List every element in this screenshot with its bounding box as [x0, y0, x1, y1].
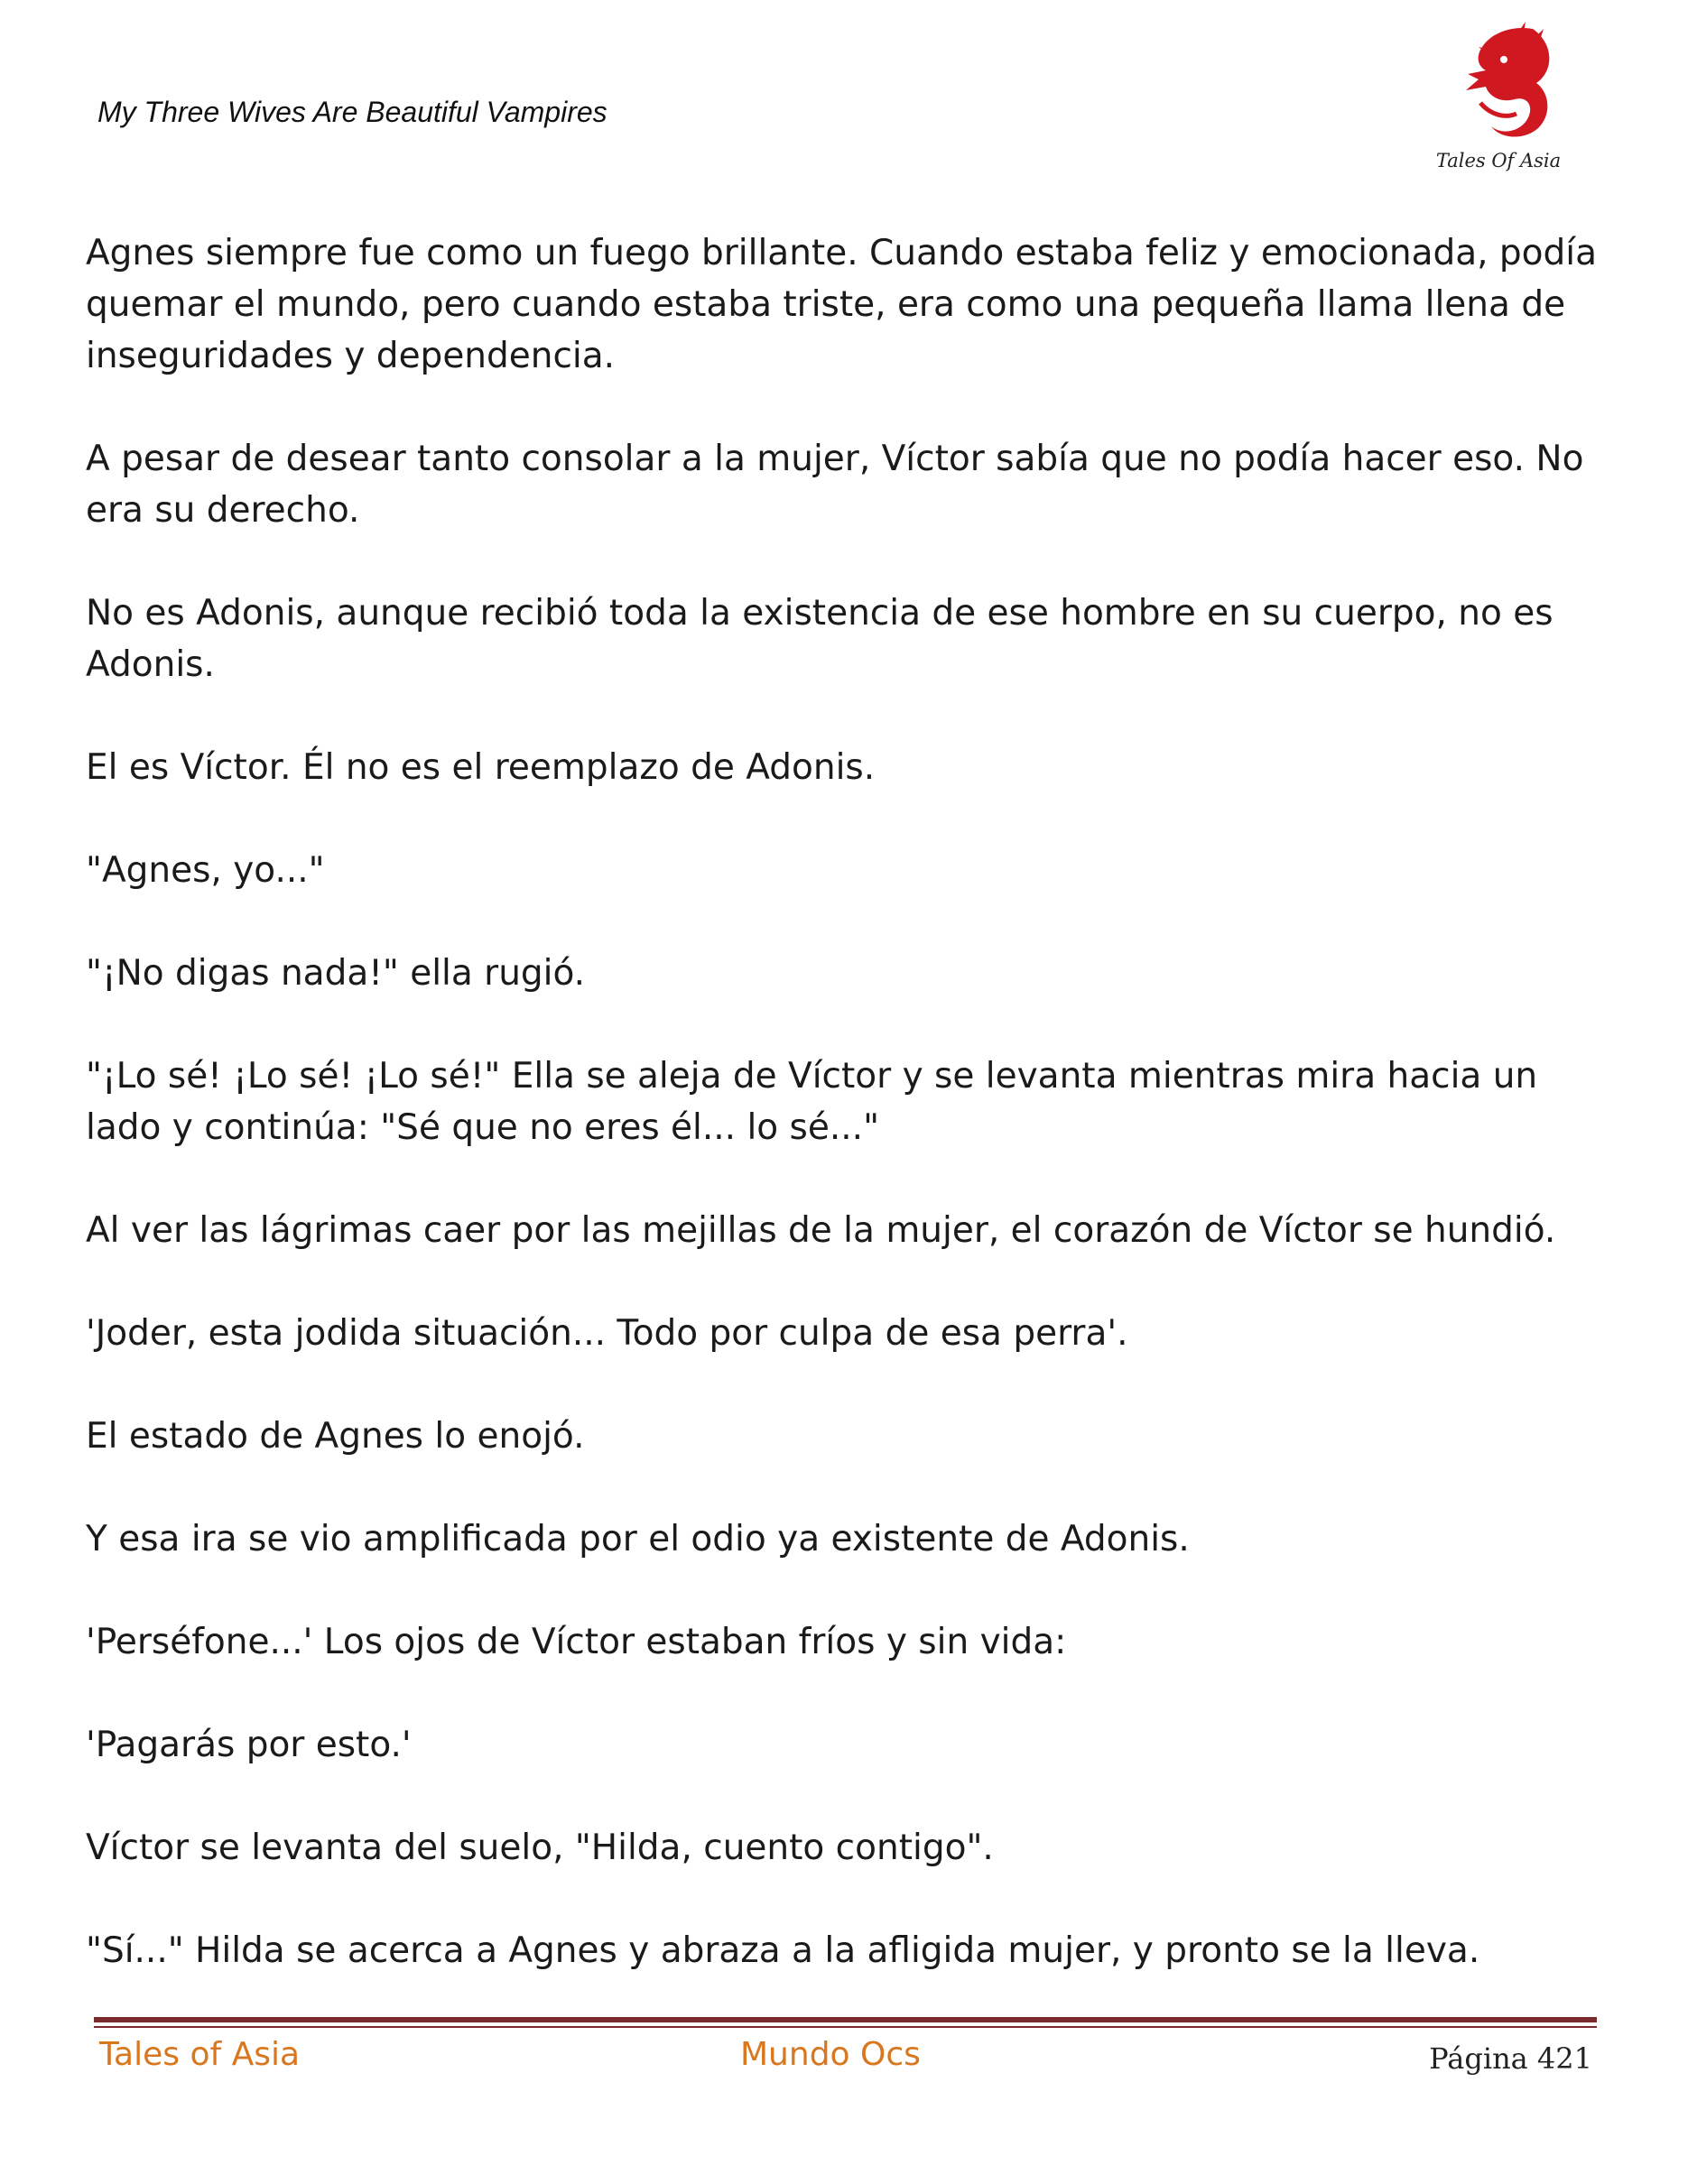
paragraph: Y esa ira se vio amplificada por el odio ya existente de Adonis.: [86, 1519, 1190, 1559]
paragraph: El es Víctor. Él no es el reemplazo de Adonis.: [86, 747, 876, 788]
footer-divider-thin: [94, 2026, 1597, 2028]
footer-collection: Mundo Ocs: [740, 2036, 921, 2073]
book-title: My Three Wives Are Beautiful Vampires: [97, 96, 607, 128]
paragraph: 'Joder, esta jodida situación... Todo por culpa de esa perra'.: [86, 1313, 1128, 1354]
paragraph: A pesar de desear tanto consolar a la mujer, Víctor sabía que no podía hacer eso. No era su derecho.: [86, 439, 1584, 531]
page-number: Página 421: [1429, 2041, 1592, 2076]
paragraph: 'Perséfone...' Los ojos de Víctor estaban fríos y sin vida:: [86, 1622, 1067, 1662]
paragraph: Víctor se levanta del suelo, "Hilda, cuento contigo".: [86, 1828, 994, 1868]
paragraph: "Sí..." Hilda se acerca a Agnes y abraza a la afligida mujer, y pronto se la lleva.: [86, 1930, 1480, 1971]
paragraph: "¡No digas nada!" ella rugió.: [86, 953, 586, 994]
paragraph: No es Adonis, aunque recibió toda la existencia de ese hombre en su cuerpo, no es Adonis.: [86, 593, 1554, 685]
paragraph: "Agnes, yo...": [86, 850, 325, 891]
paragraph: 'Pagarás por esto.': [86, 1725, 412, 1765]
paragraph: Agnes siempre fue como un fuego brillante. Cuando estaba feliz y emocionada, podía quemar el mundo, pero cuando estaba triste, era como una pequeña llama llena de inseguridades y dependencia.: [86, 233, 1598, 376]
chapter-text: [86, 227, 1611, 2028]
paragraph: "¡Lo sé! ¡Lo sé! ¡Lo sé!" Ella se aleja de Víctor y se levanta mientras mira hacia un lado y continúa: "Sé que no eres él... lo sé...": [86, 1056, 1538, 1148]
logo-text: Tales Of Asia: [1435, 150, 1562, 171]
red-dragon-icon: [1426, 20, 1571, 155]
tales-of-asia-logo: [1426, 20, 1571, 182]
paragraph: Al ver las lágrimas caer por las mejillas de la mujer, el corazón de Víctor se hundió.: [86, 1210, 1556, 1251]
footer-divider: [94, 2017, 1597, 2022]
paragraph: El estado de Agnes lo enojó.: [86, 1416, 585, 1457]
footer-publisher: Tales of Asia: [99, 2036, 301, 2073]
